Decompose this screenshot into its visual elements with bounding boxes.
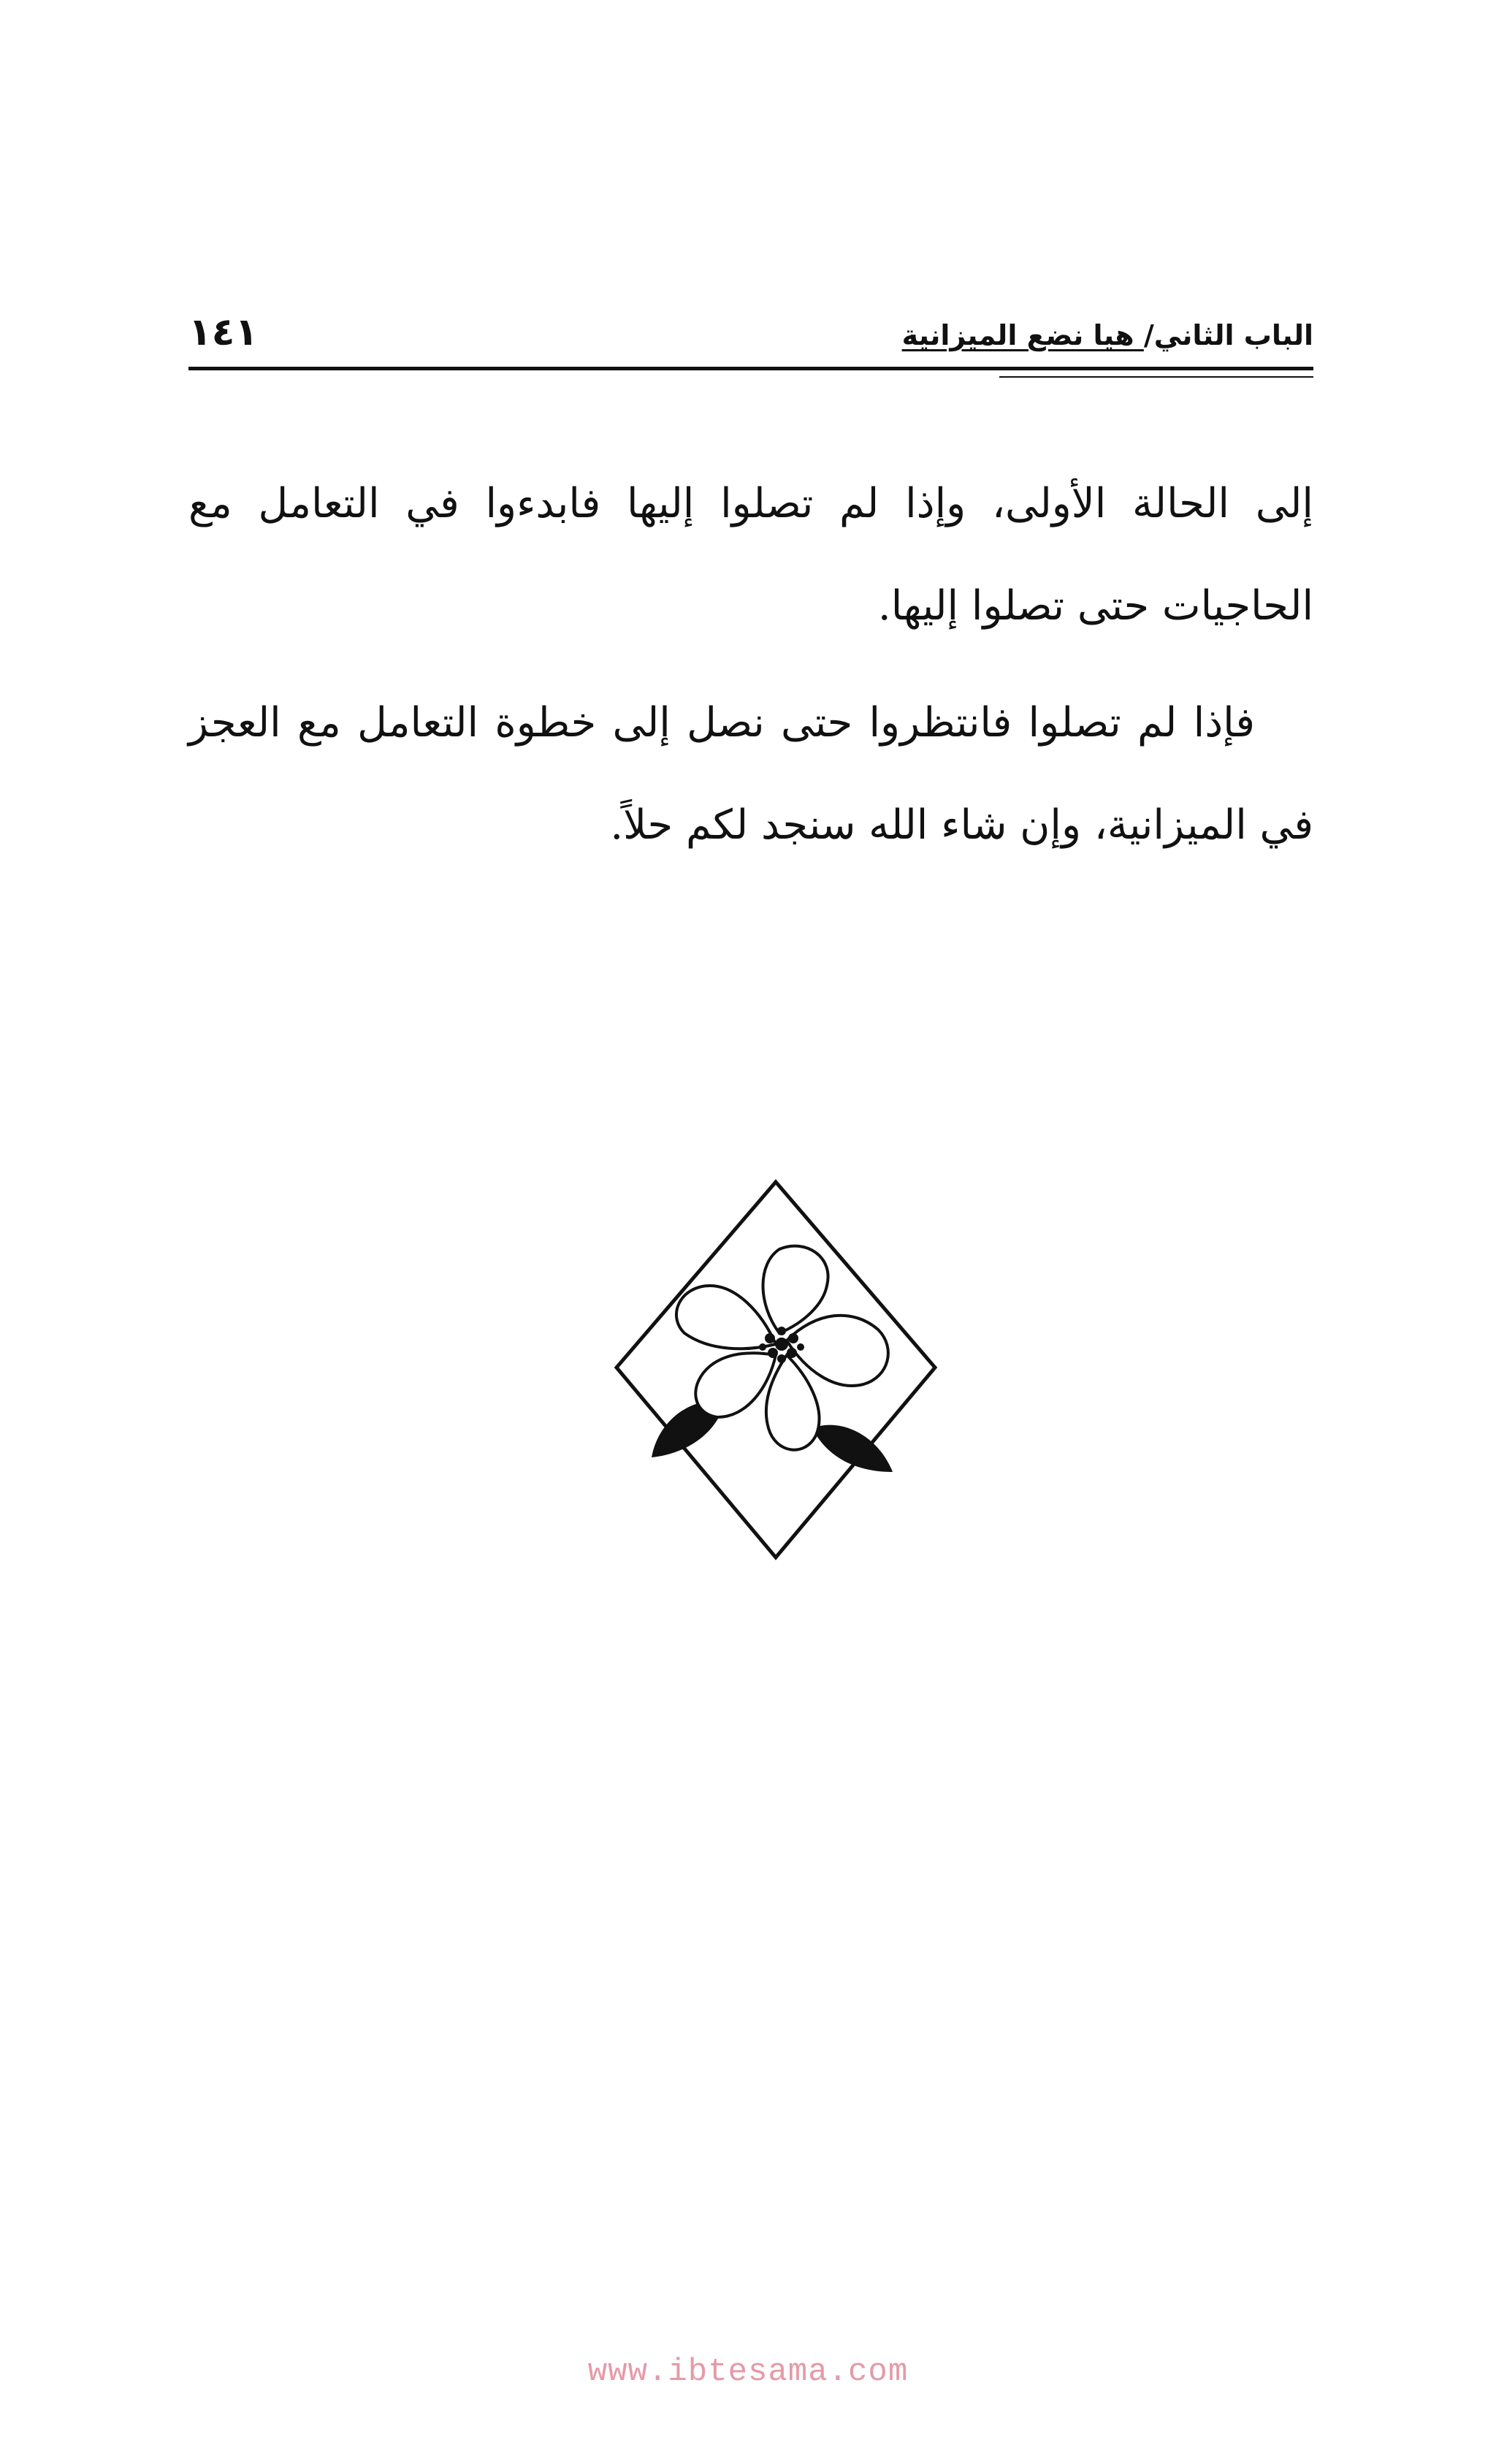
petal-bottom-left: [695, 1353, 776, 1417]
paragraph-2: فإذا لم تصلوا فانتظروا حتى نصل إلى خطوة التعامل مع العجز في الميزانية، وإن شاء الله سنجد لكم حلاً.: [188, 699, 1313, 849]
chapter-title: [902, 318, 1313, 353]
flower-diamond-ornament-icon: [608, 1176, 944, 1563]
header-rule-thin: [999, 376, 1313, 378]
flower: [652, 1246, 893, 1472]
watermark-url: www.ibtesama.com: [587, 2354, 909, 2390]
diamond-frame: [617, 1182, 935, 1557]
paragraph-1: إلى الحالة الأولى، وإذا لم تصلوا إليها فابدءوا في التعامل مع الحاجيات حتى تصلوا إليها.: [188, 480, 1313, 630]
chapter-label: الباب الثاني/: [1143, 319, 1313, 351]
petal-left: [676, 1286, 776, 1349]
page-number: ١٤١: [188, 310, 259, 354]
header-rule: [188, 367, 1313, 370]
body-text: [188, 453, 1313, 891]
chapter-subtitle: هيا نضع الميزانية: [901, 319, 1144, 351]
page-header: [188, 296, 1313, 376]
